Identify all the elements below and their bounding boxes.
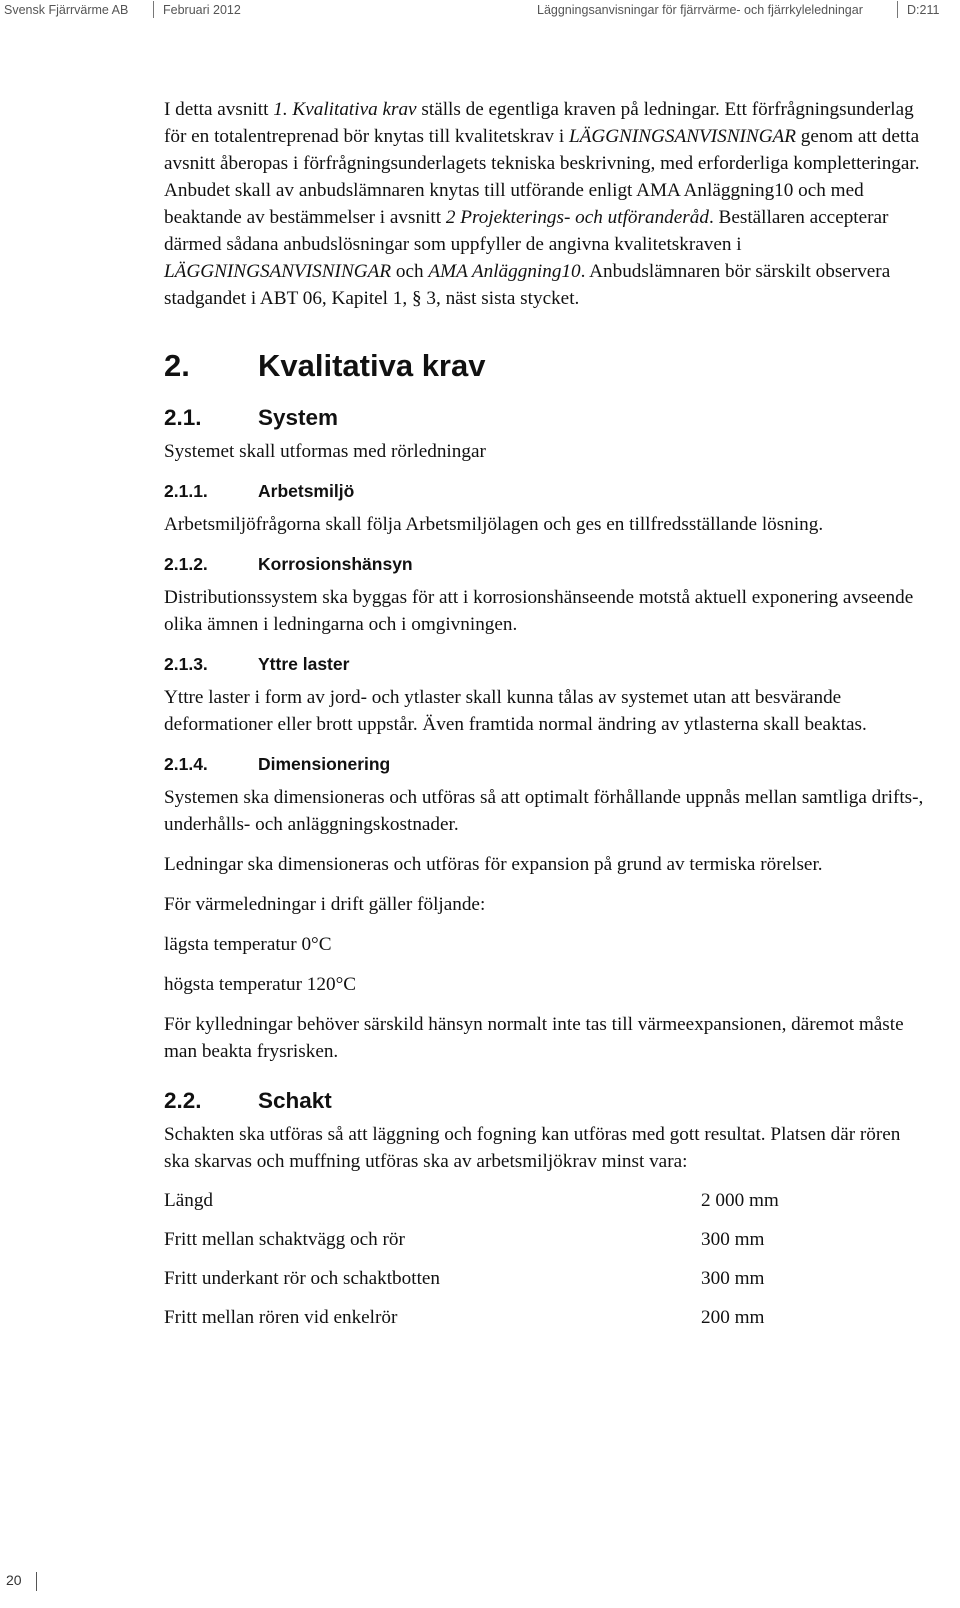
row-label: Längd — [164, 1190, 214, 1211]
trench-requirements-table — [164, 1187, 924, 1343]
page-header — [0, 0, 960, 22]
intro-paragraph: I detta avsnitt 1. Kvalitativa krav ställs de egentliga kraven på ledningar. Ett förfrågningsunderlag för en totalentreprenad bör knytas till kvalitetskrav i LÄGGNINGSANVISNINGAR genom att detta avsnitt åberopas i förfrågningsunderlagets tekniska beskrivning, med erforderliga kompletteringar. Anbudet skall av anbudslämnaren knytas till utförande enligt AMA Anläggning10 och med beaktande av bestämmelser i avsnitt 2 Projekterings- och utföranderåd. Beställaren accepterar därmed sådana anbudslösningar som uppfyller de angivna kvalitetskraven i LÄGGNINGSANVISNINGAR och AMA Anläggning10. Anbudslämnaren bör särskilt observera stadgandet i ABT 06, Kapitel 1, § 3, näst sista stycket. — [164, 99, 920, 309]
max-temperature-line: högsta temperatur 120°C — [164, 974, 357, 995]
row-label: Fritt mellan rören vid enkelrör — [164, 1307, 398, 1328]
section-text-2-1: Systemet skall utformas med rörledningar — [164, 441, 486, 462]
header-divider — [897, 1, 898, 18]
section-heading-2-1-3: 2.1.3. Yttre laster — [164, 654, 350, 674]
row-label: Fritt underkant rör och schaktbotten — [164, 1268, 441, 1289]
dimensioning-paragraph-2: Ledningar ska dimensioneras och utföras för expansion på grund av termiska rörelser. — [164, 854, 823, 875]
min-temperature-line: lägsta temperatur 0°C — [164, 934, 332, 955]
row-label: Fritt mellan schaktvägg och rör — [164, 1229, 405, 1250]
header-company: Svensk Fjärrvärme AB — [4, 3, 129, 17]
section-heading-2-1-1: 2.1.1. Arbetsmiljö — [164, 481, 355, 501]
page-number: 20 — [6, 1572, 22, 1588]
section-text-2-2: Schakten ska utföras så att läggning och fogning kan utföras med gott resultat. Platsen där rören ska skarvas och muffning utföras ska av arbetsmiljökrav minst vara: — [164, 1124, 901, 1172]
section-heading-2-1: 2.1. System — [164, 405, 339, 430]
table-row — [164, 1187, 924, 1226]
section-heading-2-1-2: 2.1.2. Korrosionshänsyn — [164, 554, 413, 574]
row-value: 2 000 mm — [701, 1190, 779, 1211]
section-text-2-1-1: Arbetsmiljöfrågorna skall följa Arbetsmiljölagen och ges en tillfredsställande lösning. — [164, 514, 824, 535]
header-doc-code: D:211 — [907, 3, 940, 17]
table-row — [164, 1265, 924, 1304]
section-heading-2-2: 2.2. Schakt — [164, 1088, 332, 1113]
header-date: Februari 2012 — [163, 3, 241, 17]
row-value: 300 mm — [701, 1268, 765, 1289]
table-row — [164, 1226, 924, 1265]
row-value: 300 mm — [701, 1229, 765, 1250]
dimensioning-paragraph-1: Systemen ska dimensioneras och utföras så att optimalt förhållande uppnås mellan samtliga drifts-, underhålls- och anläggningskostnader. — [164, 787, 924, 835]
footer-divider — [36, 1572, 37, 1591]
table-row — [164, 1304, 924, 1343]
row-value: 200 mm — [701, 1307, 765, 1328]
section-text-2-1-3: Yttre laster i form av jord- och ytlaster skall kunna tålas av systemet utan att besvärande deformationer eller brott uppstår. Även framtida normal ändring av ytlasterna skall beaktas. — [164, 687, 867, 735]
section-heading-2-1-4: 2.1.4. Dimensionering — [164, 754, 391, 774]
header-divider — [153, 1, 154, 18]
section-heading-2: 2. Kvalitativa krav — [164, 348, 486, 383]
header-doc-title: Läggningsanvisningar för fjärrvärme- och fjärrkyleledningar — [537, 3, 863, 17]
document-body — [164, 96, 924, 1343]
dimensioning-paragraph-6: För kylledningar behöver särskild hänsyn normalt inte tas till värmeexpansionen, däremot måste man beakta frysrisken. — [164, 1014, 904, 1062]
dimensioning-paragraph-3: För värmeledningar i drift gäller följande: — [164, 894, 486, 915]
section-text-2-1-2: Distributionssystem ska byggas för att i korrosionshänseende motstå aktuell exponering avseende olika ämnen i ledningarna och i omgivningen. — [164, 587, 914, 635]
